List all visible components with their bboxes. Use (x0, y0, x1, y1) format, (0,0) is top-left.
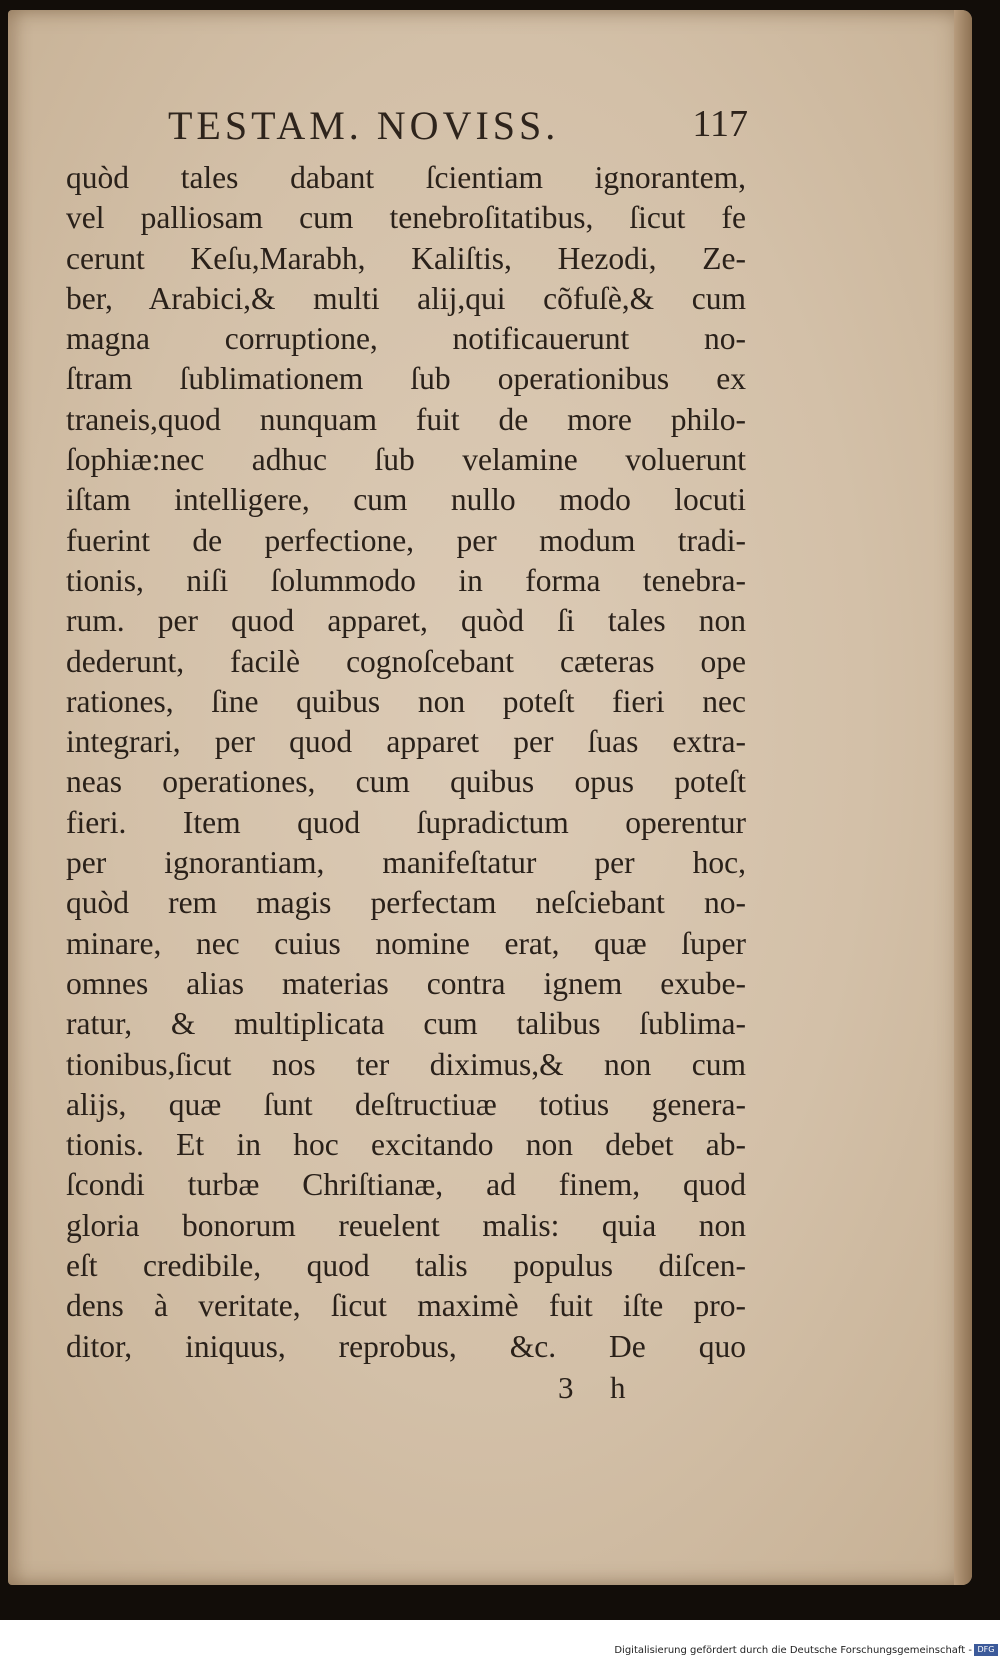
text-line: quòd tales dabant ſcientiam ignorantem, (66, 160, 746, 195)
dfg-logo: DFG (974, 1644, 998, 1656)
catchword: h (610, 1370, 626, 1405)
text-line: minare, nec cuius nomine erat, quæ ſuper (66, 925, 746, 961)
book-page (8, 10, 972, 1585)
text-line: eſt credibile, quod talis populus diſcen- (66, 1248, 746, 1284)
digitization-footer (0, 1620, 1000, 1660)
text-line: fuerint de perfectione, per modum tradi- (66, 522, 746, 558)
text-line: vel palliosam cum tenebroſitatibus, ſicut fe (66, 200, 746, 236)
text-line: tionis, niſi ſolummodo in forma tenebra- (66, 562, 746, 598)
text-line: per ignorantiam, manifeſtatur per hoc, (66, 845, 746, 881)
text-line: ſcondi turbæ Chriſtianæ, ad finem, quod (66, 1167, 746, 1203)
text-line: ber, Arabici,& multi alij,qui cõfuſè,& cum (66, 280, 746, 316)
text-line: quòd rem magis perfectam neſciebant no- (66, 885, 746, 921)
signature-mark: 3 (558, 1370, 574, 1405)
page-header (168, 102, 748, 154)
text-line: neas operationes, cum quibus opus poteſt (66, 764, 746, 800)
running-title: TESTAM. NOVISS. (168, 103, 560, 148)
text-line: ſophiæ:nec adhuc ſub velamine voluerunt (66, 442, 746, 478)
text-line: iſtam intelligere, cum nullo modo locuti (66, 482, 746, 518)
page-number: 117 (692, 103, 748, 145)
text-line: cerunt Keſu,Marabh, Kaliſtis, Hezodi, Ze- (66, 240, 746, 276)
text-line: rationes, ſine quibus non poteſt fieri nec (66, 683, 746, 719)
page-edge (954, 10, 972, 1585)
text-line: tionis. Et in hoc excitando non debet ab- (66, 1127, 746, 1163)
text-line: ſtram ſublimationem ſub operationibus ex (66, 361, 746, 397)
text-line: tionibus,ſicut nos ter diximus,& non cum (66, 1046, 746, 1082)
text-line: integrari, per quod apparet per ſuas extra- (66, 724, 746, 760)
text-line: gloria bonorum reuelent malis: quia non (66, 1207, 746, 1243)
text-line: omnes alias materias contra ignem exube- (66, 965, 746, 1001)
text-line: ratur, & multiplicata cum talibus ſublima- (66, 1006, 746, 1042)
text-line: dederunt, facilè cognoſcebant cæteras ope (66, 643, 746, 679)
body-text (66, 158, 746, 1367)
text-line: alijs, quæ ſunt deſtructiuæ totius genera- (66, 1086, 746, 1122)
text-line: rum. per quod apparet, quòd ſi tales non (66, 603, 746, 639)
text-line: traneis,quod nunquam fuit de more philo- (66, 401, 746, 437)
text-line: magna corruptione, notificauerunt no- (66, 321, 746, 357)
text-line: dens à veritate, ſicut maximè fuit iſte pro- (66, 1288, 746, 1324)
funding-credit: Digitalisierung gefördert durch die Deutsche Forschungsgemeinschaft - (614, 1645, 972, 1656)
text-line: ditor, iniquus, reprobus, &c. De quo (66, 1328, 746, 1364)
text-line: fieri. Item quod ſupradictum operentur (66, 804, 746, 840)
